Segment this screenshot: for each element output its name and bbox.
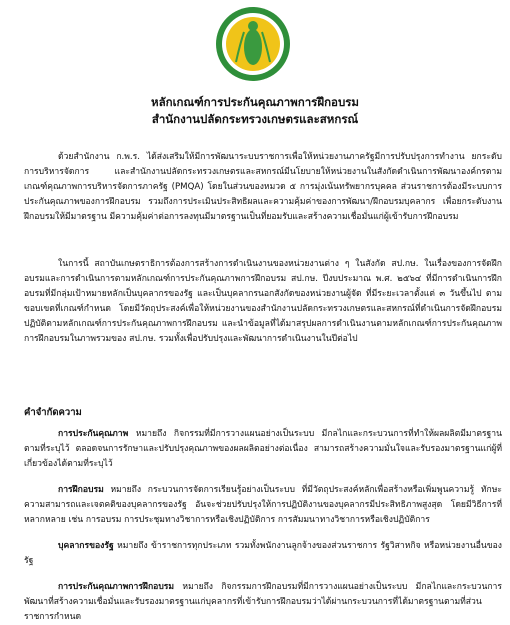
definition-text: หมายถึง กระบวนการจัดการเรียนรู้อย่างเป็นระบบ ที่มีวัตถุประสงค์หลักเพื่อสร้างหรือเพิ่มพูนความรู้ ทักษะ ความสามารถและเจตคติของบุคลากรของรัฐ อันจะช่วยปรับปรุงให้การปฏิบัติงานของบุคลากรมีประสิทธิภาพสูงสุด โดยมีวิธีการที่หลากหลาย เช่น การอบรม การประชุมทางวิชาการหรือเชิงปฏิบัติการ การสัมมนาทางวิชาการหรือเชิงปฏิบัติการ <box>24 485 502 525</box>
definition-text: หมายถึง ข้าราชการทุกประเภท รวมทั้งพนักงานลูกจ้างของส่วนราชการ รัฐวิสาหกิจ หรือหน่วยงานอื่นของรัฐ <box>24 541 502 566</box>
definition-term: การประกันคุณภาพการฝึกอบรม <box>58 582 175 592</box>
seal-emblem-icon <box>214 4 292 84</box>
definition-text: หมายถึง กิจกรรมที่มีการวางแผนอย่างเป็นระบบ มีกลไกและกระบวนการที่ทำให้ผลผลิตมีมาตรฐานตามที่ระบุไว้ ตลอดจนการรักษาและปรับปรุงคุณภาพของผลผลิตอย่างต่อเนื่อง สามารถสร้างความมั่นใจและรับรองมาตรฐานแก่ผู้ที่เกี่ยวข้องได้ตามที่ระบุไว้ <box>24 429 502 469</box>
intro-paragraph-1 <box>24 150 502 225</box>
definition-item <box>24 580 502 625</box>
definition-item <box>24 483 502 528</box>
seal-figure <box>244 29 262 65</box>
document-subtitle: สำนักงานปลัดกระทรวงเกษตรและสหกรณ์ <box>151 112 359 126</box>
definition-item <box>24 427 502 472</box>
intro-paragraph-1-text: ด้วยสำนักงาน ก.พ.ร. ได้ส่งเสริมให้มีการพัฒนาระบบราชการเพื่อให้หน่วยงานภาครัฐมีการปรับปรุงการทำงาน ยกระดับการบริหารจัดการ และสำนักงานปลัดกระทรวงเกษตรและสหกรณ์มีนโยบายให้หน่วยงานในสังกัดดำเนินการพัฒนาองค์กรตามเกณฑ์คุณภาพการบริหารจัดการภาครัฐ (PMQA) โดยในส่วนของหมวด ๕ การมุ่งเน้นทรัพยากรบุคคล ส่วนราชการต้องมีระบบการประกันคุณภาพของการฝึกอบรม รวมถึงการประเมินประสิทธิผลและความคุ้มค่าของการพัฒนา/ฝึกอบรมบุคลากร เพื่อยกระดับงานฝึกอบรมให้มีมาตรฐาน มีความคุ้มค่าต่อการลงทุนมีมาตรฐานเป็นที่ยอมรับและสร้างความเชื่อมั่นแก่ผู้เข้ารับการฝึกอบรม <box>24 152 502 222</box>
definition-text: หมายถึง กิจกรรมการฝึกอบรมที่มีการวางแผนอย่างเป็นระบบ มีกลไกและกระบวนการพัฒนาที่สร้างความเชื่อมั่นและรับรองมาตรฐานแก่บุคลากรที่เข้ารับการฝึกอบรมว่าได้ผ่านกระบวนการที่ได้มาตรฐานตามที่ส่วนราชการกำหนด <box>24 582 502 622</box>
seal-figure-head <box>248 21 258 31</box>
definitions-heading: คำจำกัดความ <box>24 407 82 418</box>
intro-paragraph-2 <box>24 257 502 346</box>
definition-item <box>24 539 502 569</box>
definition-term: การฝึกอบรม <box>58 485 104 495</box>
document-title: หลักเกณฑ์การประกันคุณภาพการฝึกอบรม <box>150 95 360 109</box>
definition-term: บุคลากรของรัฐ <box>58 541 114 551</box>
definition-term: การประกันคุณภาพ <box>58 429 129 439</box>
intro-paragraph-2-text: ในการนี้ สถาบันเกษตราธิการต้องการสร้างการดำเนินงานของหน่วยงานต่าง ๆ ในสังกัด สป.กษ. ในเรื่องของการจัดฝึกอบรมและการดำเนินการตามหลักเกณฑ์การประกันคุณภาพการฝึกอบรม สป.กษ. ปีงบประมาณ พ.ศ. ๒๕๖๔ ที่มีการดำเนินการฝึกอบรมที่มีกลุ่มเป้าหมายหลักเป็นบุคลากรของรัฐ และเป็นบุคลากรนอกสังกัดของหน่วยงานผู้จัด ที่มีระยะเวลาตั้งแต่ ๓ วันขึ้นไป ตามขอบเขตที่เกณฑ์กำหนด โดยมีวัตถุประสงค์เพื่อให้หน่วยงานของสำนักงานปลัดกระทรวงเกษตรและสหกรณ์ที่ดำเนินการจัดฝึกอบรมปฏิบัติตามหลักเกณฑ์การประกันคุณภาพการฝึกอบรม และนำข้อมูลที่ได้มาสรุปผลการดำเนินงานตามหลักเกณฑ์การประกันคุณภาพการฝึกอบรมในภาพรวมของ สป.กษ. รวมทั้งเพื่อปรับปรุงและพัฒนาการดำเนินงานในปีต่อไป <box>24 259 502 344</box>
